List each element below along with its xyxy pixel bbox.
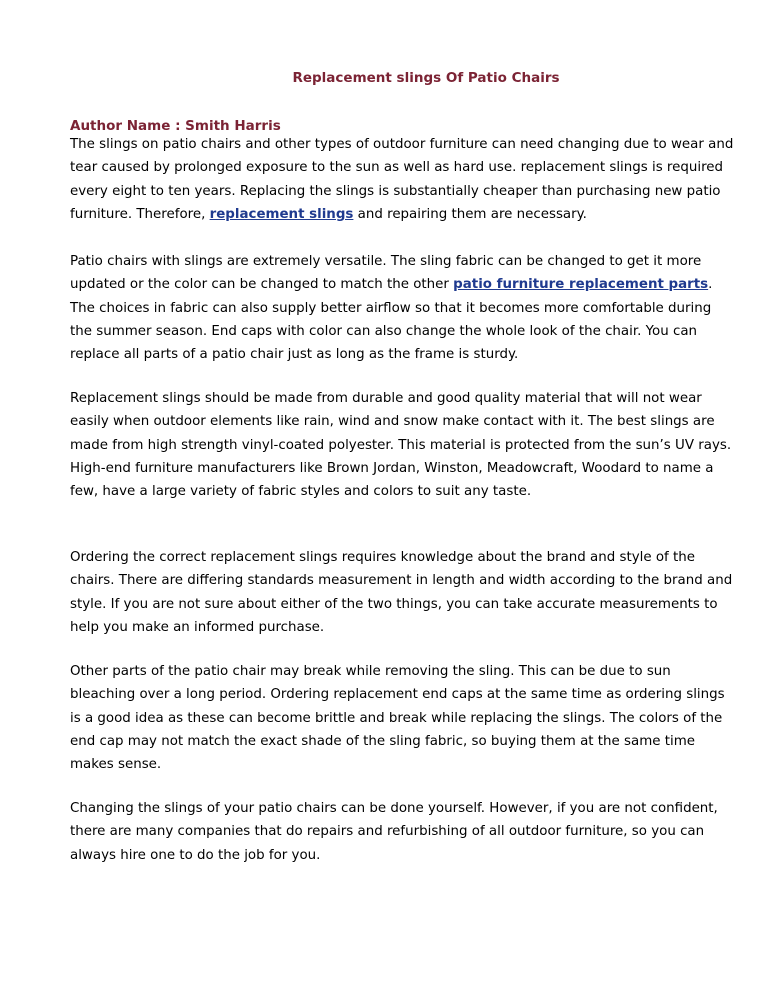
author-name: Author Name : Smith Harris bbox=[70, 118, 281, 134]
paragraph-line-with-link bbox=[70, 203, 720, 226]
paragraph-line: Other parts of the patio chair may break while removing the sling. This can be due to sun bbox=[70, 664, 671, 679]
paragraph-2 bbox=[70, 250, 720, 366]
paragraph-line: replace all parts of a patio chair just as long as the frame is sturdy. bbox=[70, 347, 519, 363]
paragraph-line-with-link bbox=[70, 273, 720, 296]
paragraph-line: Patio chairs with slings are extremely versatile. The sling fabric can be changed to get it more bbox=[70, 254, 702, 269]
paragraph-line: makes sense. bbox=[70, 757, 162, 773]
paragraph-1 bbox=[70, 133, 734, 226]
paragraph-3 bbox=[70, 387, 732, 503]
document-title: Replacement slings Of Patio Chairs bbox=[292, 70, 560, 86]
paragraph-line: tear caused by prolonged exposure to the sun as well as hard use. replacement slings is required bbox=[70, 160, 724, 176]
paragraph-line: made from high strength vinyl-coated polyester. This material is protected from the sun’s UV rays. bbox=[70, 437, 732, 453]
paragraph-line: High-end furniture manufacturers like Brown Jordan, Winston, Meadowcraft, Woodard to name a bbox=[70, 460, 714, 476]
paragraph-line: The choices in fabric can also supply better airflow so that it becomes more comfortable during bbox=[70, 300, 712, 316]
paragraph-6 bbox=[70, 797, 720, 867]
text-segment: furniture. Therefore, bbox=[70, 206, 210, 222]
paragraph-4 bbox=[70, 546, 733, 639]
paragraph-line: always hire one to do the job for you. bbox=[70, 847, 321, 863]
paragraph-line: the summer season. End caps with color can also change the whole look of the chair. You can bbox=[70, 323, 698, 339]
patio-furniture-replacement-parts-link[interactable]: patio furniture replacement parts bbox=[453, 277, 709, 293]
paragraph-line: is a good idea as these can become brittle and break while replacing the slings. The colors of the bbox=[70, 710, 723, 726]
paragraph-line: there are many companies that do repairs and refurbishing of all outdoor furniture, so you can bbox=[70, 824, 705, 840]
paragraph-line: end cap may not match the exact shade of the sling fabric, so buying them at the same time bbox=[70, 733, 695, 749]
paragraph-line: chairs. There are differing standards measurement in length and width according to the brand and bbox=[70, 573, 733, 589]
paragraph-line: Changing the slings of your patio chairs can be done yourself. However, if you are not confident, bbox=[70, 801, 718, 816]
paragraph-line: easily when outdoor elements like rain, wind and snow make contact with it. The best slings are bbox=[70, 414, 715, 430]
paragraph-line: Replacement slings should be made from durable and good quality material that will not wear bbox=[70, 391, 702, 406]
text-segment: . bbox=[708, 277, 713, 293]
paragraph-line: Ordering the correct replacement slings requires knowledge about the brand and style of the bbox=[70, 550, 695, 565]
text-segment: updated or the color can be changed to match the other bbox=[70, 277, 454, 293]
paragraph-line: bleaching over a long period. Ordering replacement end caps at the same time as ordering slings bbox=[70, 687, 725, 703]
paragraph-5 bbox=[70, 660, 725, 776]
paragraph-line: The slings on patio chairs and other types of outdoor furniture can need changing due to wear and bbox=[70, 137, 734, 152]
paragraph-line: help you make an informed purchase. bbox=[70, 619, 325, 635]
paragraph-line: every eight to ten years. Replacing the slings is substantially cheaper than purchasing new patio bbox=[70, 183, 721, 199]
replacement-slings-link[interactable]: replacement slings bbox=[209, 206, 354, 222]
text-segment: and repairing them are necessary. bbox=[353, 206, 587, 222]
paragraph-line: style. If you are not sure about either of the two things, you can take accurate measurements to bbox=[70, 596, 718, 612]
paragraph-line: few, have a large variety of fabric styles and colors to suit any taste. bbox=[70, 484, 532, 500]
